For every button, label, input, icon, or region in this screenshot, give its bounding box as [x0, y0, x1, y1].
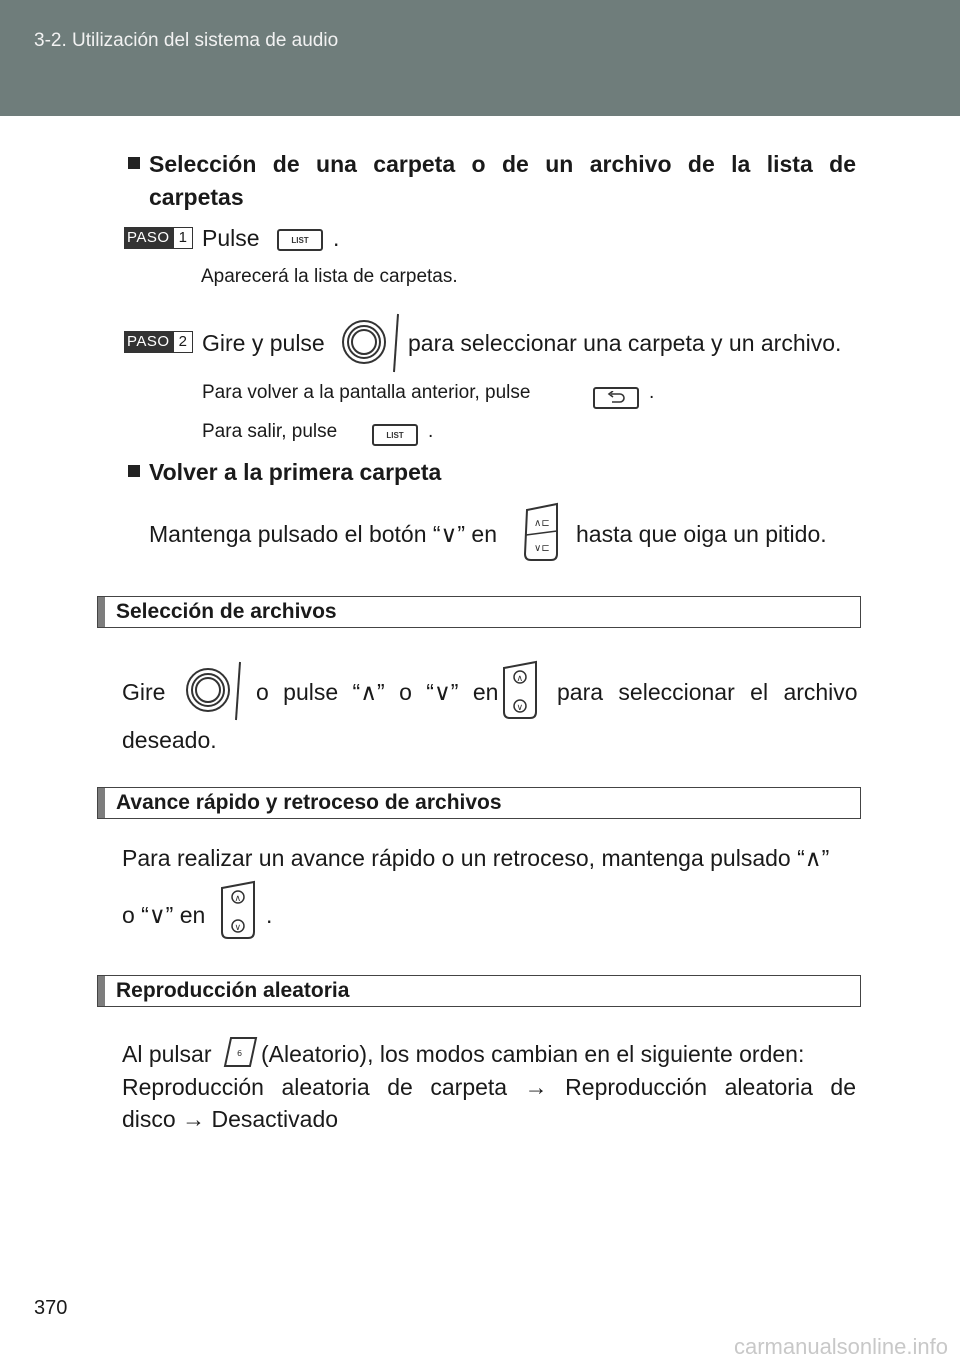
svg-text:∧: ∧ [234, 894, 242, 904]
section-title: Reproducción aleatoria [116, 979, 350, 1002]
breadcrumb: 3-2. Utilización del sistema de audio [34, 30, 339, 51]
subheading-folder-select-cont: carpetas [149, 184, 244, 210]
back-note: Para volver a la pantalla anterior, pulse [202, 382, 531, 403]
page-header [0, 0, 960, 116]
first-folder-text-suffix: hasta que oiga un pitido. [576, 521, 827, 547]
list-button[interactable]: LIST [277, 229, 323, 251]
exit-note-period: . [428, 421, 434, 442]
fast-forward-line-2: o “∨” en [122, 902, 206, 928]
bullet-icon [128, 465, 140, 477]
step-1-period: . [333, 225, 340, 251]
page-number: 370 [34, 1297, 68, 1319]
seek-up-down-button-icon[interactable] [214, 880, 260, 942]
file-select-word-2: o pulse “∧” o “∨” en [256, 679, 499, 705]
section-header-fast-forward [97, 787, 861, 819]
random-line-3: disco → Desactivado [122, 1106, 339, 1132]
file-select-line-2: deseado. [122, 727, 217, 753]
subheading-folder-select: Selección de una carpeta o de un archivo de la lista de [149, 151, 856, 177]
random-button-label: 6 [237, 1049, 243, 1058]
exit-note: Para salir, pulse [202, 421, 338, 442]
random-line-1-suffix: (Aleatorio), los modos cambian en el siguiente orden: [261, 1041, 805, 1067]
fast-forward-period: . [266, 902, 273, 928]
svg-text:∧⊏: ∧⊏ [534, 518, 550, 529]
step-tag: PASO [124, 227, 173, 249]
section-title: Avance rápido y retroceso de archivos [116, 791, 502, 814]
subheading-first-folder: Volver a la primera carpeta [149, 459, 442, 485]
section-header-file-select [97, 596, 861, 628]
random-line-1: Al pulsar [122, 1041, 212, 1067]
section-bar [98, 597, 105, 627]
random-line-2: Reproducción aleatoria de carpeta → Reproducción aleatoria de [122, 1074, 856, 1100]
step-tag: PASO [124, 331, 173, 353]
tune-select-knob-icon[interactable] [184, 660, 244, 722]
file-select-word-3: para seleccionar el archivo [557, 679, 858, 705]
section-header-random [97, 975, 861, 1007]
section-bar [98, 788, 105, 818]
section-title: Selección de archivos [116, 600, 337, 623]
tune-select-knob-icon[interactable] [340, 312, 404, 374]
watermark: carmanualsonline.info [733, 1334, 948, 1359]
step-1-text: Pulse [202, 225, 260, 251]
step-2-badge [124, 331, 193, 353]
list-button-exit[interactable]: LIST [372, 424, 418, 446]
svg-text:∨⊏: ∨⊏ [534, 543, 550, 554]
bullet-icon [128, 157, 140, 169]
svg-text:∧: ∧ [516, 674, 524, 684]
step-number: 1 [173, 227, 193, 249]
back-arrow-icon [605, 391, 627, 405]
folder-up-down-button-icon[interactable] [519, 502, 563, 564]
step-1-note: Aparecerá la lista de carpetas. [201, 266, 458, 287]
step-1-badge [124, 227, 193, 249]
fast-forward-line-1: Para realizar un avance rápido o un retroceso, mantenga pulsado “∧” [122, 845, 830, 871]
file-select-word-1: Gire [122, 679, 166, 705]
back-button[interactable] [593, 387, 639, 409]
step-2-text: Gire y pulse [202, 330, 325, 356]
seek-up-down-button-icon[interactable] [496, 660, 542, 722]
svg-text:∨: ∨ [234, 923, 242, 933]
step-2-suffix: para seleccionar una carpeta y un archivo. [408, 330, 842, 356]
section-bar [98, 976, 105, 1006]
step-number: 2 [173, 331, 193, 353]
svg-text:∨: ∨ [516, 703, 524, 713]
random-button-icon[interactable] [222, 1036, 258, 1068]
back-note-period: . [649, 382, 655, 403]
first-folder-text: Mantenga pulsado el botón “∨” en [149, 521, 498, 547]
